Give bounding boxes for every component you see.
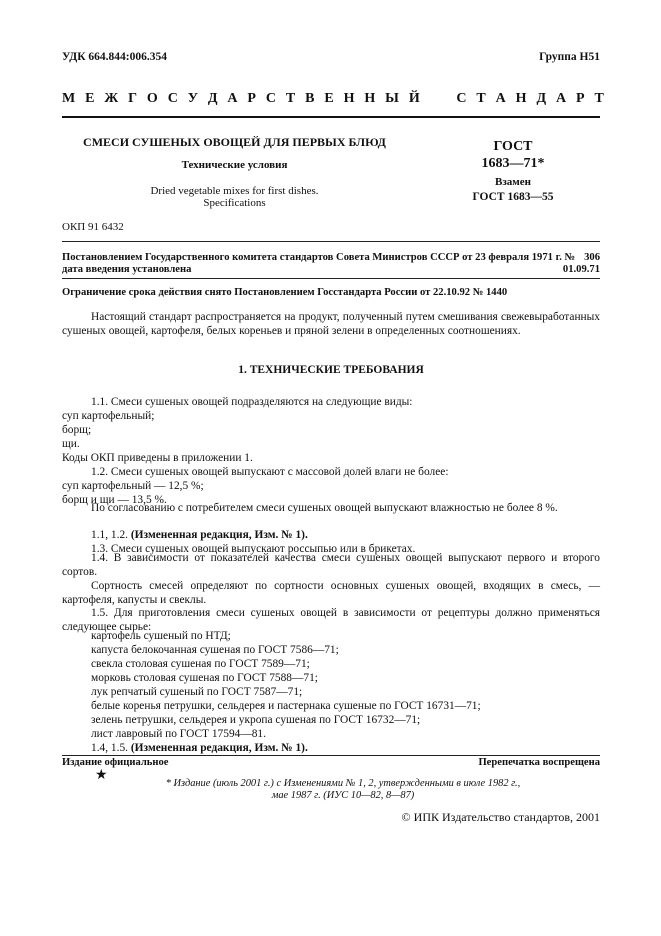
list-item: свекла столовая сушеная по ГОСТ 7589—71; — [91, 658, 310, 670]
replaces-label: Взамен — [495, 176, 531, 188]
list-item: суп картофельный — 12,5 %; — [62, 480, 204, 492]
clause-1-1: 1.1. Смеси сушеных овощей подразделяются на следующие виды: — [91, 396, 413, 408]
document-subtitle: Технические условия — [181, 159, 288, 171]
restriction-note: Ограничение срока действия снято Постановлением Госстандарта России от 22.10.92 № 1440 — [62, 287, 508, 298]
list-item: борщ; — [62, 424, 92, 436]
introduction-date: 01.09.71 — [562, 264, 600, 275]
document-title: СМЕСИ СУШЕНЫХ ОВОЩЕЙ ДЛЯ ПЕРВЫХ БЛЮД — [83, 135, 386, 149]
clause-1-2: 1.2. Смеси сушеных овощей выпускают с массовой долей влаги не более: — [91, 466, 449, 478]
amendment-label: (Измененная редакция, Изм. № 1). — [130, 742, 308, 754]
rule-after-decree — [62, 278, 600, 279]
official-edition-label: Издание официальное — [62, 757, 169, 768]
clause-1-4: 1.4. В зависимости от показателей качества смеси сушеных овощей выпускают первого и второго сортов. — [62, 552, 600, 579]
amendment-note-1 — [91, 529, 308, 541]
top-rule — [62, 116, 600, 118]
star-icon: ★ — [95, 768, 108, 783]
amendment-clauses: 1.1, 1.2. — [91, 529, 131, 541]
grading-paragraph: Сортность смесей определяют по сортности основных сушеных овощей, входящих в смесь, — картофеля, капусты и свеклы. — [62, 580, 600, 607]
list-item: суп картофельный; — [62, 410, 155, 422]
amendment-label: (Измененная редакция, Изм. № 1). — [130, 529, 308, 541]
footer-rule — [62, 755, 600, 756]
list-item: морковь столовая сушеная по ГОСТ 7588—71; — [91, 672, 318, 684]
okp-codes-note: Коды ОКП приведены в приложении 1. — [62, 452, 253, 464]
list-item: щи. — [62, 438, 80, 450]
clause-1-3: 1.3. Смеси сушеных овощей выпускают россыпью или в брикетах. — [91, 543, 416, 555]
okp-code: ОКП 91 6432 — [62, 221, 124, 233]
replaced-standard: ГОСТ 1683—55 — [472, 191, 554, 203]
udk-code: УДК 664.844:006.354 — [62, 51, 167, 63]
english-title-line1: Dried vegetable mixes for first dishes. — [150, 185, 319, 197]
decree-number: 306 — [584, 252, 600, 263]
list-item: зелень петрушки, сельдерея и укропа сушеная по ГОСТ 16732—71; — [91, 714, 421, 726]
group-code: Группа Н51 — [539, 51, 600, 63]
edition-note-line1: * Издание (июль 2001 г.) с Изменениями № 1, 2, утвержденными в июле 1982 г., — [165, 778, 521, 789]
list-item: борщ и щи — 13,5 %. — [62, 494, 167, 506]
amendment-note-2 — [91, 742, 308, 754]
gost-number: 1683—71* — [481, 156, 545, 171]
interstate-standard-banner: М Е Ж Г О С У Д А Р С Т В Е Н Н Ы Й С Т А Н Д А Р Т — [62, 91, 607, 106]
list-item: лук репчатый сушеный по ГОСТ 7587—71; — [91, 686, 303, 698]
copyright: © ИПК Издательство стандартов, 2001 — [401, 810, 600, 824]
section1-heading: 1. ТЕХНИЧЕСКИЕ ТРЕБОВАНИЯ — [238, 364, 424, 376]
amendment-clauses: 1.4, 1.5. — [91, 742, 131, 754]
english-title-line2: Specifications — [203, 197, 266, 209]
list-item: лист лавровый по ГОСТ 17594—81. — [91, 728, 266, 740]
intro-paragraph: Настоящий стандарт распространяется на продукт, полученный путем смешивания свежевыработанных сушеных овощей, картофеля, белых кореньев и пряной зелени в определенных соотношениях. — [62, 311, 600, 338]
introduction-date-label: дата введения установлена — [62, 264, 192, 275]
decree-line1: Постановлением Государственного комитета стандартов Совета Министров СССР от 23 февраля 1971 г. № — [62, 252, 576, 263]
reprint-prohibited-label: Перепечатка воспрещена — [478, 757, 600, 768]
gost-label: ГОСТ — [493, 139, 533, 154]
edition-note-line2: мае 1987 г. (ИУС 10—82, 8—87) — [271, 790, 415, 801]
rule-after-okp — [62, 241, 600, 242]
list-item: картофель сушеный по НТД; — [91, 630, 231, 642]
list-item: капуста белокочанная сушеная по ГОСТ 7586—71; — [91, 644, 339, 656]
moisture-agreement-paragraph: По согласованию с потребителем смеси сушеных овощей выпускают влажностью не более 8 %. — [91, 502, 558, 514]
list-item: белые коренья петрушки, сельдерея и пастернака сушеные по ГОСТ 16731—71; — [91, 700, 481, 712]
clause-1-5: 1.5. Для приготовления смеси сушеных овощей в зависимости от рецептуры должно применяться следующее сырье: — [62, 607, 600, 634]
